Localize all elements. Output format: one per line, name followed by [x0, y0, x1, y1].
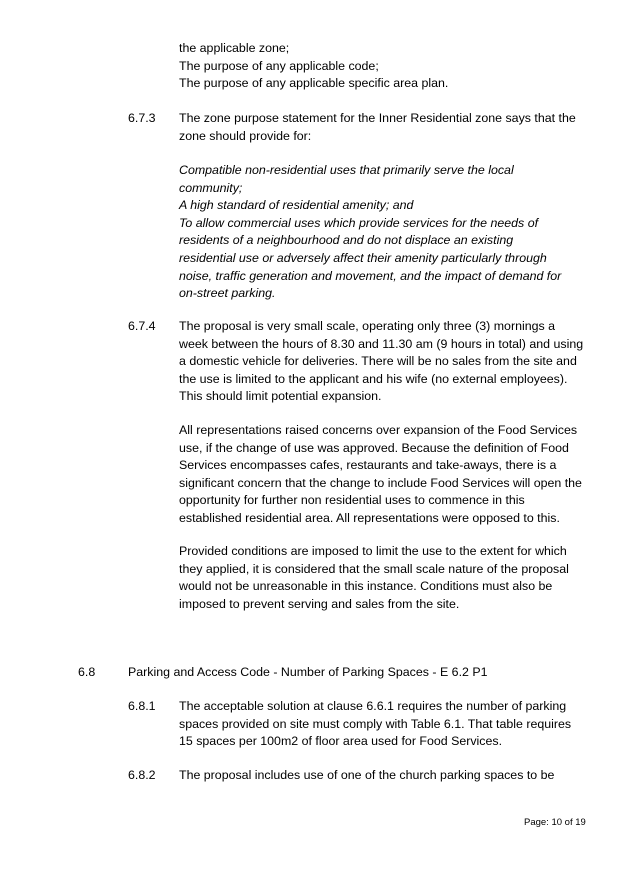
list-item: The purpose of any applicable specific area plan. — [179, 76, 449, 91]
list-item: the applicable zone; — [179, 41, 290, 55]
quote-line: residents of a neighbourhood and do not displace an existing — [179, 233, 514, 248]
paragraph-line: zone should provide for: — [179, 128, 312, 143]
paragraph-line: significant concern that the change to include Food Services will open the — [179, 475, 582, 490]
paragraph-line: Services encompasses cafes, restaurants and take-aways, there is a — [179, 458, 557, 473]
quote-line: residential use or adversely affect their amenity particularly through — [179, 251, 547, 265]
paragraph-line: The proposal includes use of one of the church parking spaces to be — [179, 768, 555, 782]
paragraph-line: use, if the change of use was approved. Because the definition of Food — [179, 440, 569, 455]
paragraph-line: All representations raised concerns over expansion of the Food Services — [179, 423, 578, 437]
section-heading: Parking and Access Code - Number of Parking Spaces - E 6.2 P1 — [128, 665, 488, 679]
quote-line: noise, traffic generation and movement, and the impact of demand for — [179, 268, 562, 283]
paragraph-number: 6.7.3 — [128, 111, 156, 125]
paragraph-number: 6.7.4 — [128, 319, 156, 333]
paragraph-line: 15 spaces per 100m2 of floor area used for Food Services. — [179, 734, 503, 749]
paragraph-number: 6.8.1 — [128, 699, 156, 713]
paragraph-line: The acceptable solution at clause 6.6.1 requires the number of parking — [179, 699, 567, 713]
quote-line: Compatible non-residential uses that primarily serve the local — [179, 163, 514, 177]
quote-line: To allow commercial uses which provide services for the needs of — [179, 215, 539, 230]
quote-line: community; — [179, 180, 243, 195]
paragraph-line: The proposal is very small scale, operating only three (3) mornings a — [179, 319, 556, 333]
list-item: The purpose of any applicable code; — [179, 58, 379, 73]
paragraph-line: would not be unreasonable in this instance. Conditions must also be — [179, 579, 553, 594]
paragraph-line: week between the hours of 8.30 and 11.30 am (9 hours in total) and using — [179, 336, 584, 351]
paragraph-line: established residential area. All representations were opposed to this. — [179, 511, 560, 525]
paragraph-line: a domestic vehicle for deliveries. There will be no sales from the site and — [179, 354, 577, 369]
page-number: Page: 10 of 19 — [524, 817, 586, 828]
section-number: 6.8 — [78, 665, 96, 679]
quote-line: A high standard of residential amenity; and — [179, 198, 414, 213]
paragraph-line: spaces provided on site must comply with Table 6.1. That table requires — [179, 716, 572, 731]
paragraph-line: they applied, it is considered that the small scale nature of the proposal — [179, 561, 569, 576]
paragraph-line: Provided conditions are imposed to limit the use to the extent for which — [179, 544, 567, 558]
paragraph-line: The zone purpose statement for the Inner Residential zone says that the — [179, 111, 576, 125]
paragraph-number: 6.8.2 — [128, 768, 156, 782]
paragraph-line: opportunity for further non residential uses to commence in this — [179, 493, 525, 508]
paragraph-line: the use is limited to the applicant and his wife (no external employees). — [179, 371, 568, 386]
quote-line: on-street parking. — [179, 286, 276, 301]
paragraph-line: This should limit potential expansion. — [179, 389, 382, 404]
paragraph-line: imposed to prevent serving and sales from the site. — [179, 596, 460, 611]
